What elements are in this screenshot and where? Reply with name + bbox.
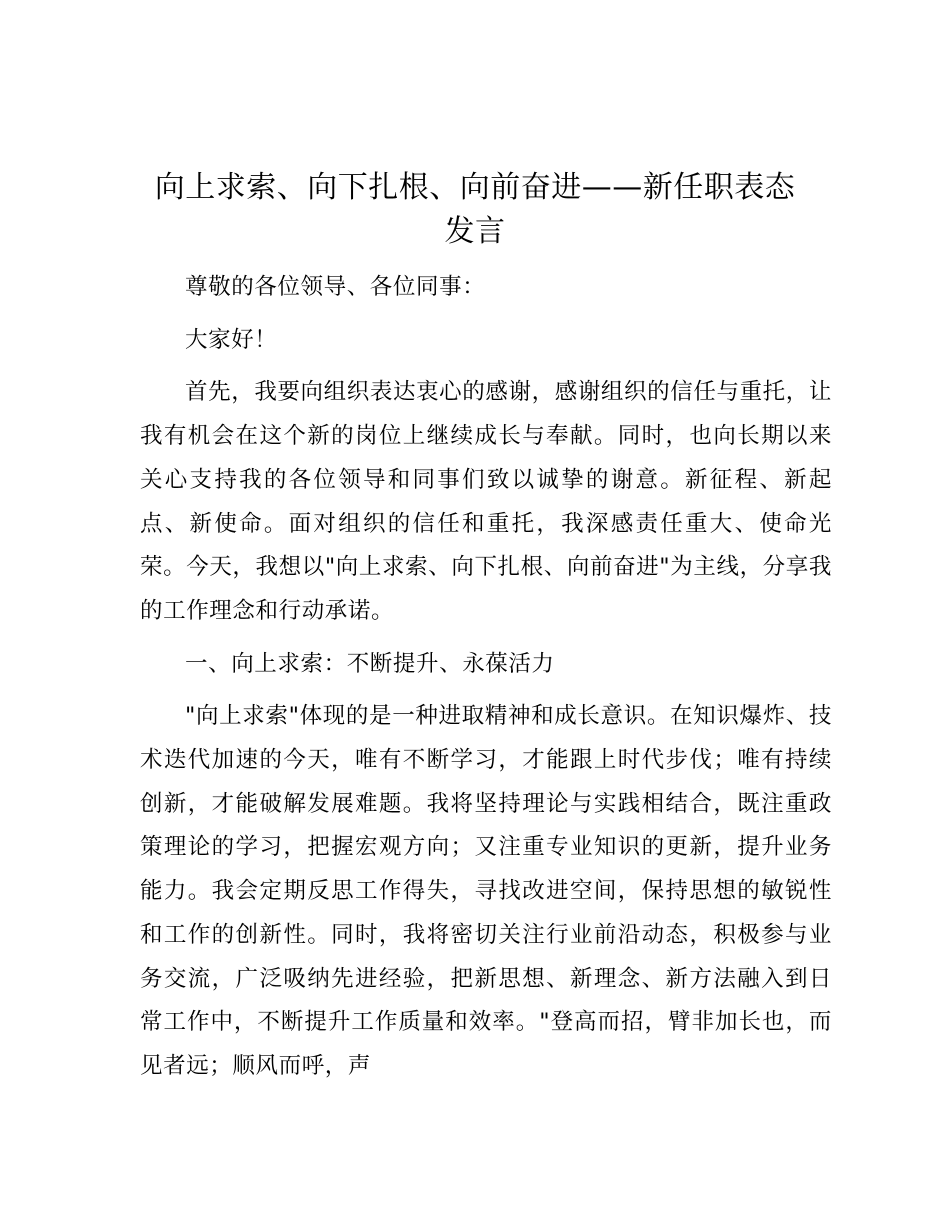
section-heading-1: 一、向上求索：不断提升、永葆活力 bbox=[185, 650, 555, 677]
salutation: 尊敬的各位领导、各位同事： bbox=[185, 274, 486, 300]
section-1-paragraph: "向上求索"体现的是一种进取精神和成长意识。在知识爆炸、技术迭代加速的今天，唯有不断学习，才能跟上时代步伐；唯有持续创新，才能破解发展难题。我将坚持理论与实践相结合，既注重政策理论的学习，把握宏观方向；又注重专业知识的更新，提升业务能力。我会定期反思工作得失，寻找改进空间，保持思想的敏锐性和工作的创新性。同时，我将密切关注行业前沿动态，积极参与业务交流，广泛吸纳先进经验，把新思想、新理念、新方法融入到日常工作中，不断提升工作质量和效率。"登高而招，臂非加长也，而见者远；顺风而呼，声 bbox=[140, 703, 832, 1079]
document-body bbox=[140, 266, 832, 1098]
document-title: 向上求索、向下扎根、向前奋进——新任职表态发言 bbox=[154, 170, 796, 249]
intro-paragraph: 首先，我要向组织表达衷心的感谢，感谢组织的信任与重托，让我有机会在这个新的岗位上继续成长与奉献。同时，也向长期以来关心支持我的各位领导和同事们致以诚挚的谢意。新征程、新起点、新使命。面对组织的信任和重托，我深感责任重大、使命光荣。今天，我想以"向上求索、向下扎根、向前奋进"为主线，分享我的工作理念和行动承诺。 bbox=[140, 379, 832, 624]
greeting: 大家好！ bbox=[185, 326, 278, 353]
